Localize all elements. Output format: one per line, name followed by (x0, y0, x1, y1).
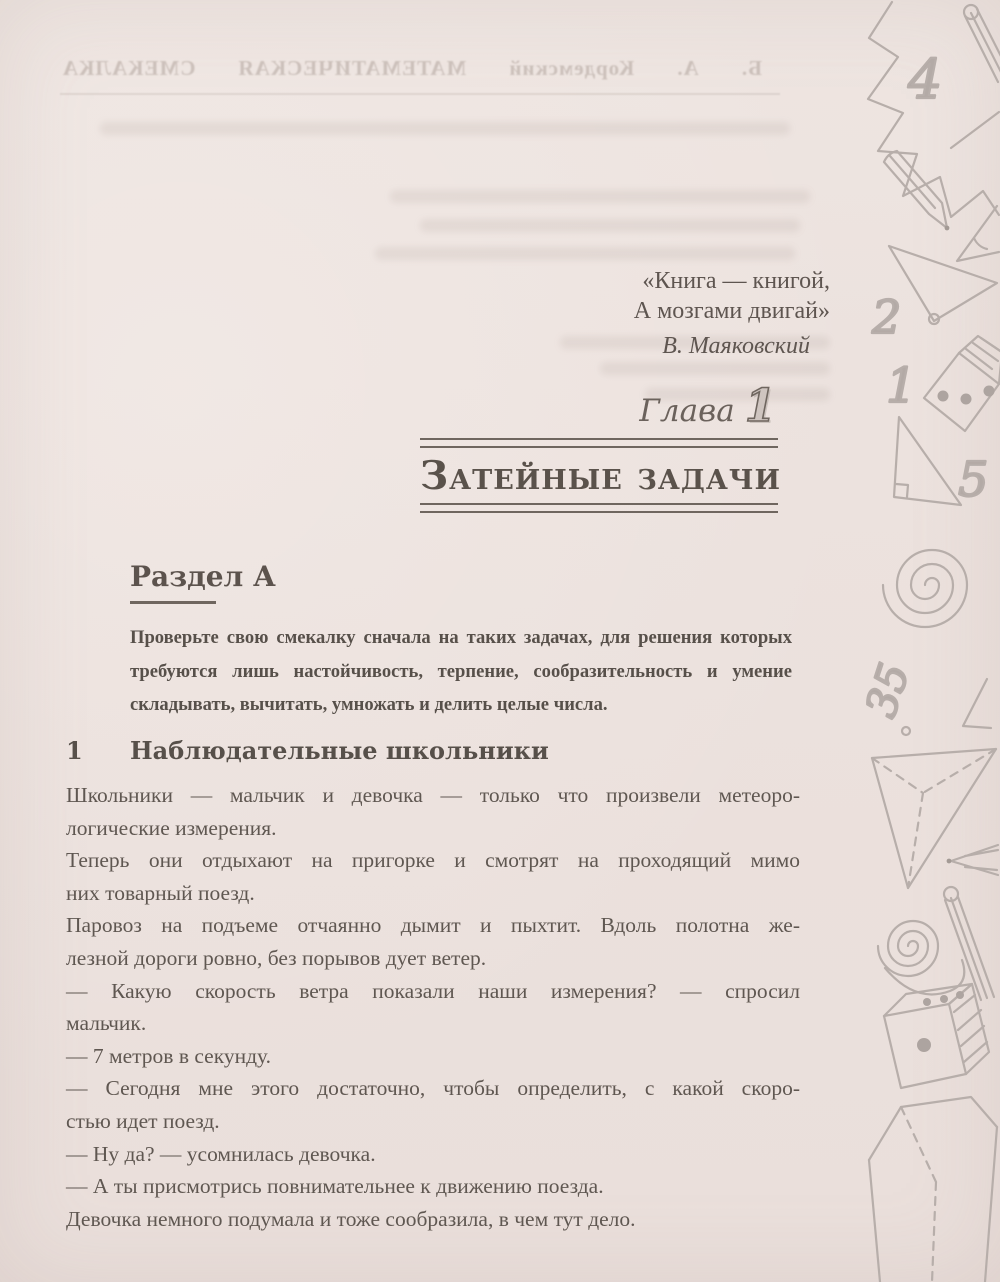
bleed-through-rule (60, 93, 780, 95)
text-line: логические измерения. (66, 815, 277, 840)
problem-heading (66, 736, 549, 765)
bleed-through-smudge (600, 362, 830, 375)
die-icon (924, 336, 1000, 431)
text-line: Паровоз на подъеме отчаянно дымит и пыхтит. Вдоль полотна же- (66, 913, 800, 938)
text-line: них товарный поезд. (66, 880, 255, 905)
doodle-number-2: 2 (872, 290, 902, 344)
bleed-through-smudge (390, 190, 810, 203)
doodle-border (850, 0, 1000, 1282)
pencil-icon (884, 151, 949, 230)
chapter-block (420, 379, 782, 513)
text-line: Школьники — мальчик и девочка — только что произвели метеоро- (66, 783, 800, 807)
text-line: Девочка немного подумала и тоже сообразила, в чем тут дело. (66, 1206, 636, 1231)
double-rule (420, 438, 778, 448)
pencil-icon (964, 5, 1000, 82)
bleed-through-header: Б. А. Кордемский МАТЕМАТИЧЕСКАЯ СМЕКАЛКА (62, 56, 762, 80)
intro-line: Проверьте свою смекалку сначала на таких задачах, для решения которых (130, 627, 792, 648)
problem-text (66, 779, 800, 1235)
rotated-35-doodle (856, 657, 919, 735)
intro-line: складывать, вычитать, умножать и делить целые числа. (130, 694, 608, 715)
text-line: Теперь они отдыхают на пригорке и смотрят на проходящий мимо (66, 848, 800, 873)
spiral-icon (878, 921, 964, 994)
bleed-through-smudge (375, 247, 795, 260)
text-line: — А ты присмотрись повнимательнее к движению поезда. (66, 1174, 604, 1199)
polyhedron-icon (869, 1097, 997, 1282)
angle-arc-icon (957, 206, 999, 261)
intro-line: требуются лишь настойчивость, терпение, сообразительность и умение (130, 660, 792, 682)
text-line: стью идет поезд. (66, 1108, 220, 1133)
die-icon (884, 984, 989, 1088)
pencil-icon (944, 887, 994, 1000)
zigzag-star-icon (868, 2, 999, 217)
problem-title: Наблюдательные школьники (130, 736, 549, 765)
text-line: лезной дороги ровно, без порывов дует ветер. (66, 945, 487, 970)
chapter-number: 1 (744, 379, 776, 432)
doodle-number-5: 5 (958, 452, 989, 508)
doodle-number-1: 1 (886, 358, 917, 414)
section-intro (130, 621, 792, 722)
bleed-through-smudge (100, 122, 790, 135)
text-line: — 7 метров в секунду. (66, 1043, 272, 1068)
section-a (130, 560, 792, 722)
double-rule (420, 503, 778, 513)
chapter-label-line (420, 379, 778, 432)
section-underline (130, 601, 216, 604)
epigraph-author: В. Маяковский (662, 333, 810, 359)
right-triangle-icon (894, 417, 961, 505)
pencil-tip-icon (947, 845, 998, 875)
triangle-icon (889, 246, 997, 324)
problem-number: 1 (66, 736, 83, 765)
bleed-through-smudge (420, 219, 800, 232)
doodle-number-4: 4 (908, 48, 943, 111)
section-heading: Раздел А (130, 560, 276, 593)
text-line: — Ну да? — усомнилась девочка. (66, 1141, 376, 1166)
epigraph-line: А мозгами двигай» (633, 298, 830, 324)
spiral-icon (883, 550, 967, 627)
chapter-title: Затейные задачи (420, 453, 782, 499)
chapter-label: Глава (639, 393, 735, 429)
epigraph (634, 266, 830, 361)
text-line: — Сегодня мне этого достаточно, чтобы определить, с какой скоро- (66, 1076, 800, 1101)
text-line: мальчик. (66, 1011, 147, 1036)
doodle-number-35: 35 (855, 657, 920, 724)
text-line: — Какую скорость ветра показали наши измерения? — спросил (66, 978, 800, 1003)
epigraph-line: «Книга — книгой, (642, 268, 830, 294)
angle-icon (963, 679, 991, 728)
